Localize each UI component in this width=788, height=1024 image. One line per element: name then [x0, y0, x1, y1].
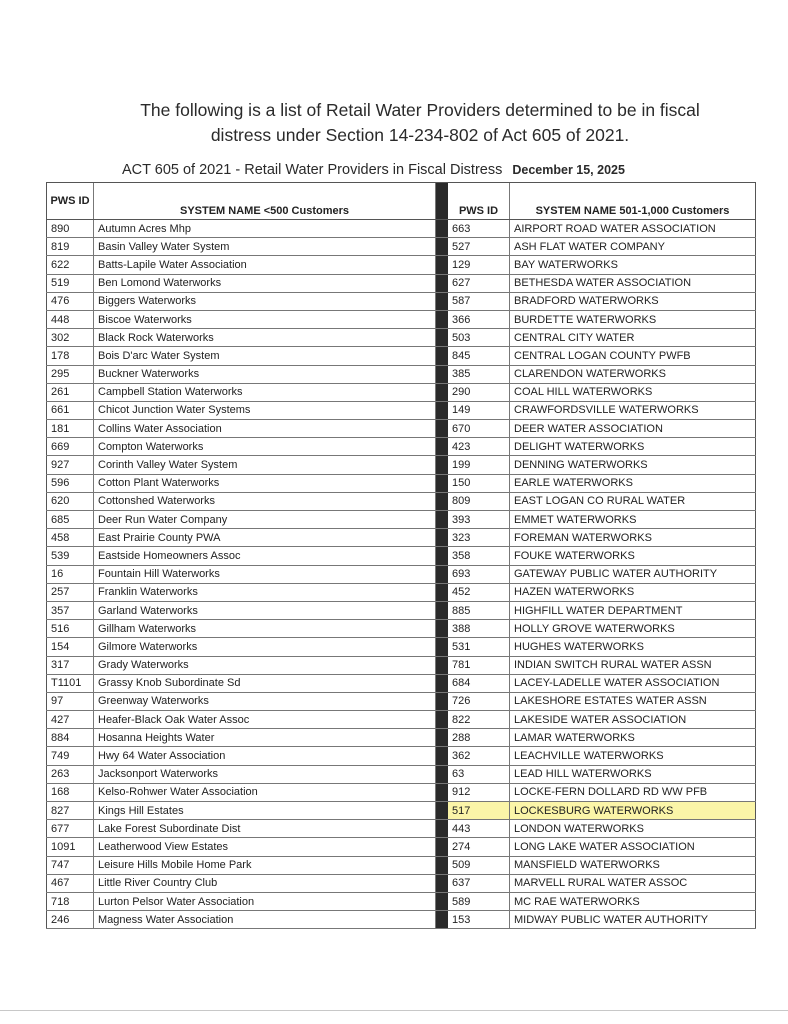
system-name-medium-cell: MIDWAY PUBLIC WATER AUTHORITY: [510, 911, 756, 928]
table-row: [46, 311, 756, 329]
table-row: [46, 493, 756, 511]
pws-id-small-cell: 718: [46, 893, 94, 910]
pws-id-medium-cell: 503: [436, 329, 510, 346]
pws-id-medium-cell: 153: [436, 911, 510, 928]
system-name-small-cell: Biggers Waterworks: [94, 293, 436, 310]
table-row: [46, 275, 756, 293]
pws-id-medium-cell: 637: [436, 875, 510, 892]
table-row: [46, 657, 756, 675]
pws-id-medium-cell: 509: [436, 857, 510, 874]
system-name-medium-cell: BAY WATERWORKS: [510, 256, 756, 273]
system-name-small-cell: Hwy 64 Water Association: [94, 747, 436, 764]
system-name-medium-cell: GATEWAY PUBLIC WATER AUTHORITY: [510, 566, 756, 583]
table-row: [46, 420, 756, 438]
table-row: [46, 911, 756, 929]
system-name-medium-cell: MC RAE WATERWORKS: [510, 893, 756, 910]
pws-id-medium-cell: 517: [436, 802, 510, 819]
system-name-medium-cell: HUGHES WATERWORKS: [510, 638, 756, 655]
pws-id-small-cell: 261: [46, 384, 94, 401]
pws-id-small-cell: 596: [46, 475, 94, 492]
table-row: [46, 402, 756, 420]
system-name-small-cell: Leatherwood View Estates: [94, 838, 436, 855]
table-row: [46, 893, 756, 911]
system-name-medium-cell: LAMAR WATERWORKS: [510, 729, 756, 746]
pws-id-medium-cell: 587: [436, 293, 510, 310]
system-name-small-cell: Compton Waterworks: [94, 438, 436, 455]
table-row: [46, 347, 756, 365]
pws-id-small-cell: 263: [46, 766, 94, 783]
subtitle-text: ACT 605 of 2021 - Retail Water Providers in Fiscal Distress: [122, 162, 503, 178]
table-row: [46, 293, 756, 311]
pws-id-medium-cell: 627: [436, 275, 510, 292]
table-row: [46, 875, 756, 893]
system-name-medium-cell: BRADFORD WATERWORKS: [510, 293, 756, 310]
system-name-small-cell: Ben Lomond Waterworks: [94, 275, 436, 292]
system-name-small-cell: Chicot Junction Water Systems: [94, 402, 436, 419]
pws-id-medium-cell: 684: [436, 675, 510, 692]
system-name-medium-cell: LEACHVILLE WATERWORKS: [510, 747, 756, 764]
table-row: [46, 838, 756, 856]
pws-id-small-cell: 677: [46, 820, 94, 837]
pws-id-small-cell: 317: [46, 657, 94, 674]
pws-id-medium-cell: 323: [436, 529, 510, 546]
pws-id-medium-cell: 393: [436, 511, 510, 528]
pws-id-medium-cell: 443: [436, 820, 510, 837]
table-row: [46, 729, 756, 747]
system-name-small-cell: Autumn Acres Mhp: [94, 220, 436, 237]
table-row: [46, 220, 756, 238]
system-name-medium-cell: DEER WATER ASSOCIATION: [510, 420, 756, 437]
pws-id-small-cell: 448: [46, 311, 94, 328]
page-bottom-rule: [0, 1010, 788, 1011]
pws-id-small-cell: 685: [46, 511, 94, 528]
pws-id-small-cell: 669: [46, 438, 94, 455]
system-name-medium-cell: INDIAN SWITCH RURAL WATER ASSN: [510, 657, 756, 674]
pws-id-medium-cell: 388: [436, 620, 510, 637]
system-name-medium-cell: DENNING WATERWORKS: [510, 456, 756, 473]
system-name-medium-cell: CENTRAL CITY WATER: [510, 329, 756, 346]
system-name-small-cell: East Prairie County PWA: [94, 529, 436, 546]
pws-id-medium-cell: 885: [436, 602, 510, 619]
pws-id-small-cell: 620: [46, 493, 94, 510]
system-name-medium-cell: CLARENDON WATERWORKS: [510, 366, 756, 383]
system-name-small-cell: Hosanna Heights Water: [94, 729, 436, 746]
pws-id-small-cell: 519: [46, 275, 94, 292]
system-name-medium-cell: EAST LOGAN CO RURAL WATER: [510, 493, 756, 510]
system-name-small-cell: Little River Country Club: [94, 875, 436, 892]
providers-table: [46, 182, 756, 929]
pws-id-medium-cell: 129: [436, 256, 510, 273]
pws-id-small-cell: 622: [46, 256, 94, 273]
system-name-small-cell: Fountain Hill Waterworks: [94, 566, 436, 583]
system-name-medium-cell: EARLE WATERWORKS: [510, 475, 756, 492]
pws-id-medium-cell: 693: [436, 566, 510, 583]
pws-id-medium-cell: 366: [436, 311, 510, 328]
pws-id-small-cell: 539: [46, 547, 94, 564]
table-row: [46, 638, 756, 656]
header-system-name-medium: SYSTEM NAME 501-1,000 Customers: [510, 183, 756, 219]
pws-id-medium-cell: 199: [436, 456, 510, 473]
system-name-medium-cell: MARVELL RURAL WATER ASSOC: [510, 875, 756, 892]
table-row: [46, 584, 756, 602]
system-name-small-cell: Cotton Plant Waterworks: [94, 475, 436, 492]
report-date: December 15, 2025: [512, 163, 625, 177]
table-row: [46, 511, 756, 529]
table-subtitle: [122, 162, 722, 178]
pws-id-small-cell: 827: [46, 802, 94, 819]
table-row: [46, 329, 756, 347]
system-name-small-cell: Buckner Waterworks: [94, 366, 436, 383]
table-row: [46, 802, 756, 820]
system-name-small-cell: Jacksonport Waterworks: [94, 766, 436, 783]
table-row: [46, 366, 756, 384]
pws-id-small-cell: 97: [46, 693, 94, 710]
pws-id-medium-cell: 274: [436, 838, 510, 855]
system-name-medium-cell: BETHESDA WATER ASSOCIATION: [510, 275, 756, 292]
pws-id-small-cell: 516: [46, 620, 94, 637]
system-name-medium-cell: BURDETTE WATERWORKS: [510, 311, 756, 328]
table-row: [46, 566, 756, 584]
table-row: [46, 747, 756, 765]
pws-id-medium-cell: 63: [436, 766, 510, 783]
pws-id-small-cell: T1101: [46, 675, 94, 692]
pws-id-small-cell: 749: [46, 747, 94, 764]
system-name-medium-cell: LEAD HILL WATERWORKS: [510, 766, 756, 783]
system-name-medium-cell: LACEY-LADELLE WATER ASSOCIATION: [510, 675, 756, 692]
system-name-medium-cell: LOCKE-FERN DOLLARD RD WW PFB: [510, 784, 756, 801]
pws-id-small-cell: 302: [46, 329, 94, 346]
table-header-row: [46, 183, 756, 220]
system-name-medium-cell: FOUKE WATERWORKS: [510, 547, 756, 564]
pws-id-small-cell: 890: [46, 220, 94, 237]
system-name-small-cell: Deer Run Water Company: [94, 511, 436, 528]
system-name-medium-cell: COAL HILL WATERWORKS: [510, 384, 756, 401]
system-name-medium-cell: LAKESIDE WATER ASSOCIATION: [510, 711, 756, 728]
system-name-medium-cell: LOCKESBURG WATERWORKS: [510, 802, 756, 819]
pws-id-small-cell: 16: [46, 566, 94, 583]
pws-id-medium-cell: 670: [436, 420, 510, 437]
pws-id-medium-cell: 362: [436, 747, 510, 764]
system-name-medium-cell: LONG LAKE WATER ASSOCIATION: [510, 838, 756, 855]
header-system-name-small: SYSTEM NAME <500 Customers: [94, 183, 436, 219]
system-name-small-cell: Campbell Station Waterworks: [94, 384, 436, 401]
table-row: [46, 857, 756, 875]
table-body: [46, 220, 756, 929]
system-name-medium-cell: LONDON WATERWORKS: [510, 820, 756, 837]
pws-id-small-cell: 476: [46, 293, 94, 310]
table-row: [46, 711, 756, 729]
system-name-medium-cell: HAZEN WATERWORKS: [510, 584, 756, 601]
system-name-small-cell: Magness Water Association: [94, 911, 436, 928]
table-row: [46, 456, 756, 474]
pws-id-medium-cell: 589: [436, 893, 510, 910]
pws-id-medium-cell: 726: [436, 693, 510, 710]
table-row: [46, 784, 756, 802]
pws-id-small-cell: 661: [46, 402, 94, 419]
pws-id-small-cell: 884: [46, 729, 94, 746]
pws-id-medium-cell: 845: [436, 347, 510, 364]
system-name-small-cell: Heafer-Black Oak Water Assoc: [94, 711, 436, 728]
pws-id-small-cell: 467: [46, 875, 94, 892]
table-row: [46, 693, 756, 711]
pws-id-small-cell: 257: [46, 584, 94, 601]
system-name-small-cell: Basin Valley Water System: [94, 238, 436, 255]
pws-id-medium-cell: 452: [436, 584, 510, 601]
system-name-medium-cell: EMMET WATERWORKS: [510, 511, 756, 528]
pws-id-small-cell: 295: [46, 366, 94, 383]
pws-id-small-cell: 357: [46, 602, 94, 619]
pws-id-medium-cell: 809: [436, 493, 510, 510]
pws-id-small-cell: 819: [46, 238, 94, 255]
pws-id-small-cell: 427: [46, 711, 94, 728]
pws-id-small-cell: 246: [46, 911, 94, 928]
table-row: [46, 438, 756, 456]
system-name-medium-cell: CENTRAL LOGAN COUNTY PWFB: [510, 347, 756, 364]
pws-id-small-cell: 458: [46, 529, 94, 546]
table-row: [46, 547, 756, 565]
system-name-small-cell: Biscoe Waterworks: [94, 311, 436, 328]
pws-id-medium-cell: 663: [436, 220, 510, 237]
pws-id-small-cell: 178: [46, 347, 94, 364]
system-name-medium-cell: CRAWFORDSVILLE WATERWORKS: [510, 402, 756, 419]
system-name-medium-cell: FOREMAN WATERWORKS: [510, 529, 756, 546]
system-name-small-cell: Greenway Waterworks: [94, 693, 436, 710]
pws-id-medium-cell: 149: [436, 402, 510, 419]
pws-id-small-cell: 168: [46, 784, 94, 801]
system-name-small-cell: Eastside Homeowners Assoc: [94, 547, 436, 564]
intro-text: The following is a list of Retail Water Providers determined to be in fiscal distress under Section 14-234-802 of Act 605 of 2021.: [140, 100, 700, 145]
pws-id-medium-cell: 150: [436, 475, 510, 492]
table-row: [46, 475, 756, 493]
pws-id-medium-cell: 912: [436, 784, 510, 801]
system-name-medium-cell: MANSFIELD WATERWORKS: [510, 857, 756, 874]
system-name-small-cell: Lurton Pelsor Water Association: [94, 893, 436, 910]
table-row: [46, 384, 756, 402]
pws-id-small-cell: 927: [46, 456, 94, 473]
header-pws-id-medium: PWS ID: [436, 183, 510, 219]
pws-id-medium-cell: 385: [436, 366, 510, 383]
system-name-small-cell: Batts-Lapile Water Association: [94, 256, 436, 273]
system-name-medium-cell: AIRPORT ROAD WATER ASSOCIATION: [510, 220, 756, 237]
pws-id-small-cell: 747: [46, 857, 94, 874]
system-name-medium-cell: LAKESHORE ESTATES WATER ASSN: [510, 693, 756, 710]
system-name-medium-cell: HIGHFILL WATER DEPARTMENT: [510, 602, 756, 619]
system-name-medium-cell: HOLLY GROVE WATERWORKS: [510, 620, 756, 637]
system-name-small-cell: Lake Forest Subordinate Dist: [94, 820, 436, 837]
system-name-small-cell: Grassy Knob Subordinate Sd: [94, 675, 436, 692]
table-row: [46, 675, 756, 693]
system-name-medium-cell: ASH FLAT WATER COMPANY: [510, 238, 756, 255]
pws-id-medium-cell: 781: [436, 657, 510, 674]
system-name-small-cell: Cottonshed Waterworks: [94, 493, 436, 510]
table-row: [46, 766, 756, 784]
table-row: [46, 529, 756, 547]
system-name-small-cell: Collins Water Association: [94, 420, 436, 437]
system-name-small-cell: Gilmore Waterworks: [94, 638, 436, 655]
system-name-small-cell: Black Rock Waterworks: [94, 329, 436, 346]
pws-id-small-cell: 1091: [46, 838, 94, 855]
table-row: [46, 256, 756, 274]
system-name-small-cell: Bois D'arc Water System: [94, 347, 436, 364]
table-row: [46, 620, 756, 638]
system-name-small-cell: Corinth Valley Water System: [94, 456, 436, 473]
header-pws-id-small: PWS ID: [46, 183, 94, 219]
system-name-small-cell: Franklin Waterworks: [94, 584, 436, 601]
pws-id-medium-cell: 531: [436, 638, 510, 655]
system-name-small-cell: Kings Hill Estates: [94, 802, 436, 819]
system-name-small-cell: Kelso-Rohwer Water Association: [94, 784, 436, 801]
pws-id-small-cell: 181: [46, 420, 94, 437]
pws-id-medium-cell: 527: [436, 238, 510, 255]
table-row: [46, 602, 756, 620]
table-row: [46, 238, 756, 256]
pws-id-medium-cell: 423: [436, 438, 510, 455]
system-name-medium-cell: DELIGHT WATERWORKS: [510, 438, 756, 455]
pws-id-medium-cell: 358: [436, 547, 510, 564]
system-name-small-cell: Leisure Hills Mobile Home Park: [94, 857, 436, 874]
pws-id-medium-cell: 290: [436, 384, 510, 401]
pws-id-medium-cell: 288: [436, 729, 510, 746]
table-row: [46, 820, 756, 838]
pws-id-small-cell: 154: [46, 638, 94, 655]
system-name-small-cell: Garland Waterworks: [94, 602, 436, 619]
pws-id-medium-cell: 822: [436, 711, 510, 728]
system-name-small-cell: Grady Waterworks: [94, 657, 436, 674]
system-name-small-cell: Gillham Waterworks: [94, 620, 436, 637]
